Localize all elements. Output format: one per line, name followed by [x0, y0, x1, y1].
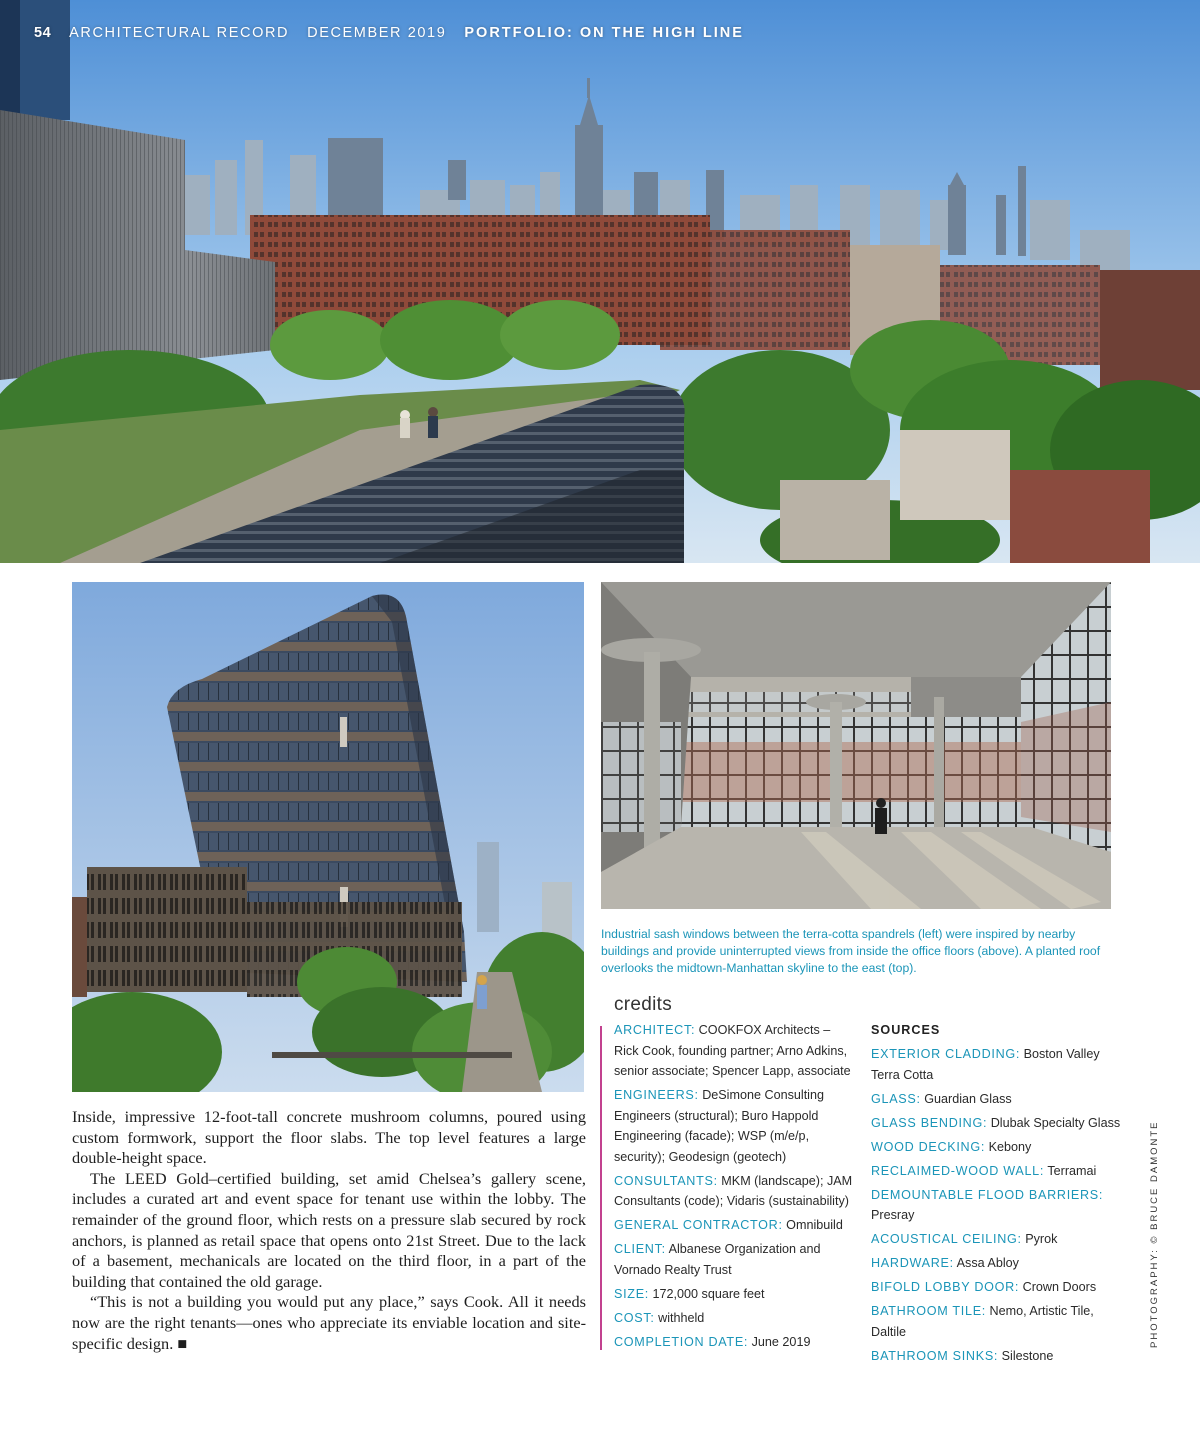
- source-value: Presray: [871, 1208, 915, 1222]
- credit-label: ARCHITECT:: [614, 1023, 696, 1037]
- source-label: GLASS:: [871, 1091, 921, 1106]
- sources-heading: SOURCES: [871, 1023, 941, 1037]
- credit-label: COMPLETION DATE:: [614, 1334, 749, 1349]
- credit-entry: [614, 1284, 854, 1305]
- source-value: Boston Valley Terra Cotta: [871, 1047, 1100, 1082]
- photo-credit: PHOTOGRAPHY: © BRUCE DAMONTE: [1149, 1120, 1160, 1348]
- source-label: HARDWARE:: [871, 1256, 954, 1270]
- source-entry: [871, 1089, 1121, 1110]
- section-title: PORTFOLIO: ON THE HIGH LINE: [464, 25, 744, 41]
- body-paragraph: The LEED Gold–certified building, set amid Chelsea’s gallery scene, includes a curated art and event space for tenant use within the lobby. The remainder of the ground floor, which rests on a pressure slab secured by rock anchors, is planned as retail space that opens onto 21st Street. Due to the lack of a basement, mechanicals are located on the third floor, in a part of the building that contained the old garage.: [72, 1168, 586, 1291]
- credit-label: CLIENT:: [614, 1242, 666, 1256]
- running-head: [34, 25, 744, 45]
- source-label: BATHROOM TILE:: [871, 1304, 986, 1318]
- source-label: GLASS BENDING:: [871, 1115, 988, 1130]
- source-entry: [871, 1044, 1121, 1085]
- source-label: WOOD DECKING:: [871, 1139, 986, 1154]
- source-entry: [871, 1229, 1121, 1250]
- source-value: Silestone: [1001, 1348, 1054, 1363]
- issue-date: DECEMBER 2019: [307, 25, 447, 41]
- source-entry: [871, 1277, 1121, 1298]
- credits-rule: [600, 1026, 602, 1350]
- source-entry: [871, 1137, 1121, 1158]
- credit-entry: [614, 1085, 854, 1167]
- credit-value: 172,000 square feet: [652, 1286, 765, 1301]
- credit-label: COST:: [614, 1310, 655, 1325]
- credit-entry: [614, 1171, 854, 1212]
- photo-caption: Industrial sash windows between the terra-cotta spandrels (left) were inspired by nearby buildings and provide uninterrupted views from inside the office floors (above). A planted roof overlooks the midtown-Manhattan skyline to the east (top).: [601, 927, 1101, 975]
- credit-entry: [614, 1332, 854, 1353]
- source-entry: [871, 1346, 1121, 1367]
- hero-photo-skyline: [0, 0, 1200, 563]
- source-label: BATHROOM SINKS:: [871, 1348, 999, 1363]
- photo-office-interior: [601, 582, 1111, 909]
- credit-entry: [614, 1239, 854, 1280]
- body-paragraph: “This is not a building you would put any place,” says Cook. All it needs now are the right tenants—ones who appreciate its enviable location and site-specific design. ■: [72, 1292, 586, 1353]
- source-value: Guardian Glass: [924, 1091, 1012, 1106]
- credit-label: GENERAL CONTRACTOR:: [614, 1218, 783, 1232]
- article-body: [72, 1107, 586, 1354]
- source-label: ACOUSTICAL CEILING:: [871, 1232, 1022, 1246]
- source-entry: [871, 1253, 1121, 1274]
- credit-label: ENGINEERS:: [614, 1088, 699, 1102]
- credit-label: SIZE:: [614, 1286, 649, 1301]
- credits-heading: credits: [614, 994, 673, 1015]
- photo-building-exterior: [72, 582, 584, 1092]
- credit-value: DeSimone Consulting Engineers (structural); Buro Happold Engineering (facade); WSP (m/e/p, security); Geodesign (geotech): [614, 1088, 824, 1164]
- credit-label: CONSULTANTS:: [614, 1173, 718, 1188]
- source-label: RECLAIMED-WOOD WALL:: [871, 1163, 1045, 1178]
- source-value: Dlubak Specialty Glass: [990, 1115, 1121, 1130]
- credit-value: Omnibuild: [786, 1218, 843, 1232]
- credit-value: withheld: [658, 1310, 705, 1325]
- source-value: Terramai: [1047, 1163, 1097, 1178]
- source-label: EXTERIOR CLADDING:: [871, 1047, 1021, 1061]
- source-label: BIFOLD LOBBY DOOR:: [871, 1280, 1020, 1294]
- credit-entry: [614, 1020, 854, 1082]
- credit-value: Albanese Organization and Vornado Realty Trust: [614, 1242, 821, 1277]
- source-entry: [871, 1113, 1121, 1134]
- source-value: Kebony: [988, 1139, 1032, 1154]
- source-entry: [871, 1185, 1121, 1226]
- publication-name: ARCHITECTURAL RECORD: [69, 25, 290, 41]
- credit-value: June 2019: [751, 1334, 811, 1349]
- sources-list: [871, 1020, 1121, 1370]
- source-value: Nemo, Artistic Tile, Daltile: [871, 1304, 1094, 1339]
- source-value: Pyrok: [1025, 1232, 1058, 1246]
- page-number: 54: [34, 25, 52, 41]
- source-value: Assa Abloy: [956, 1256, 1019, 1270]
- body-paragraph: Inside, impressive 12-foot-tall concrete mushroom columns, poured using custom formwork, support the floor slabs. The top level features a large double-height space.: [72, 1107, 586, 1168]
- source-label: DEMOUNTABLE FLOOD BARRIERS:: [871, 1187, 1104, 1202]
- credit-entry: [614, 1308, 854, 1329]
- credits-list: [614, 1020, 854, 1356]
- credit-entry: [614, 1215, 854, 1236]
- source-entry: [871, 1161, 1121, 1182]
- credit-value: MKM (landscape); JAM Consultants (code); Vidaris (sustainability): [614, 1173, 853, 1208]
- credit-value: COOKFOX Architects – Rick Cook, founding partner; Arno Adkins, senior associate; Spencer Lapp, associate: [614, 1023, 851, 1078]
- source-value: Crown Doors: [1022, 1280, 1097, 1294]
- source-entry: [871, 1301, 1121, 1342]
